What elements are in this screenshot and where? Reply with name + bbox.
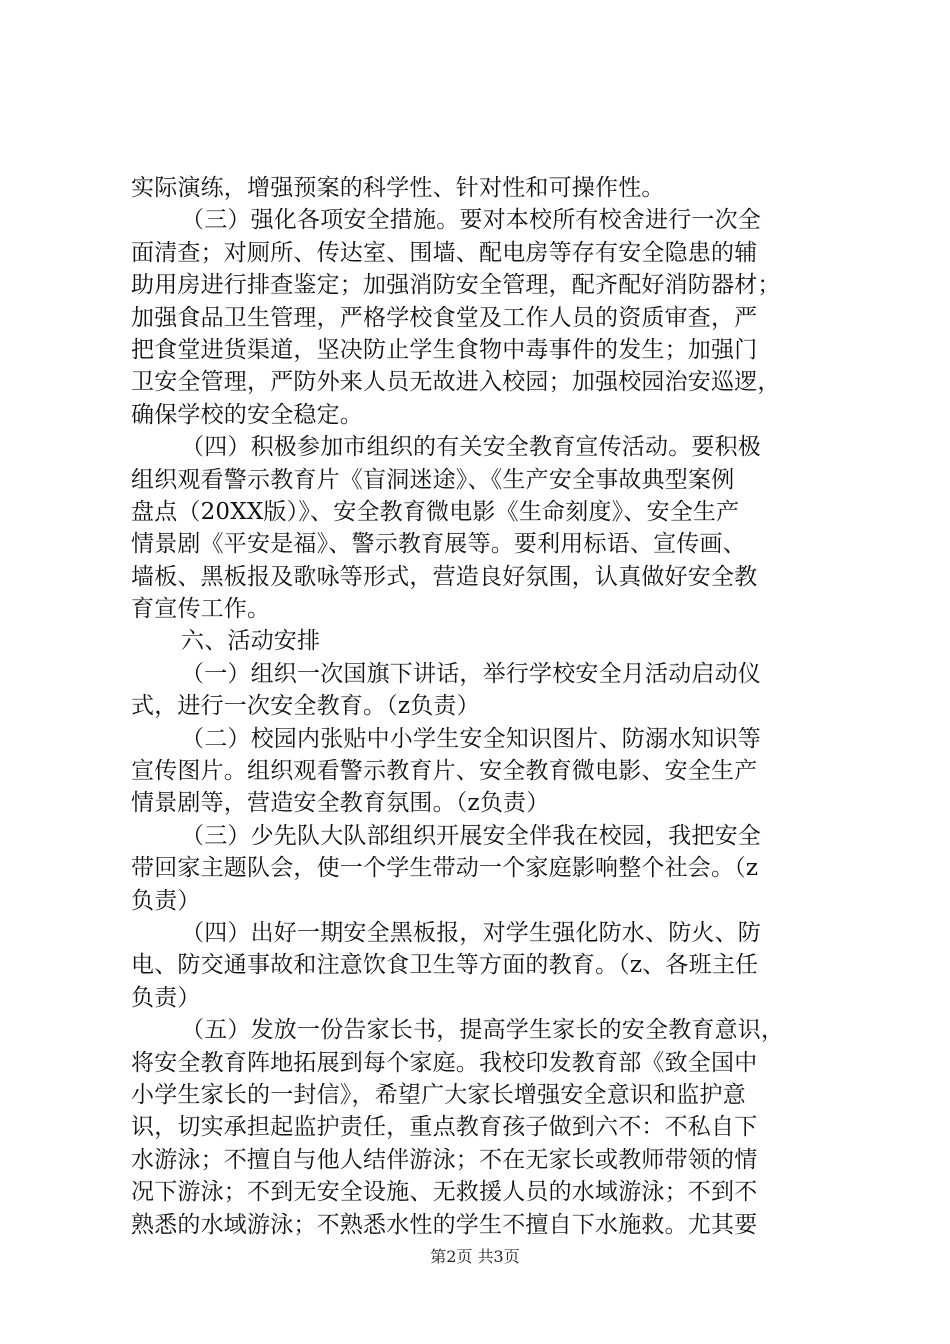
document-body — [131, 172, 825, 1241]
text-line: （二）校园内张贴中小学生安全知识图片、防溺水知识等 — [181, 725, 761, 752]
text-line: 带回家主题队会，使一个学生带动一个家庭影响整个社会。（z — [131, 855, 759, 882]
text-line: 加强食品卫生管理，严格学校食堂及工作人员的资质审查，严 — [131, 304, 758, 331]
text-line: 育宣传工作。 — [131, 596, 271, 623]
text-line: （三）少先队大队部组织开展安全伴我在校园，我把安全 — [181, 822, 761, 849]
text-line: 识，切实承担起监护责任，重点教育孩子做到六不：不私自下 — [131, 1114, 758, 1141]
text-line: 卫安全管理，严防外来人员无故进入校园；加强校园治安巡逻， — [131, 369, 781, 396]
text-line: （五）发放一份告家长书，提高学生家长的安全教育意识， — [181, 1017, 785, 1044]
text-line: 把食堂进货渠道，坚决防止学生食物中毒事件的发生；加强门 — [131, 336, 758, 363]
text-line: 电、防交通事故和注意饮食卫生等方面的教育。（z、各班主任 — [131, 952, 759, 979]
text-line: 盘点（20XX版）》、安全教育微电影《生命刻度》、安全生产 — [131, 498, 740, 525]
text-line: （三）强化各项安全措施。要对本校所有校舍进行一次全 — [181, 207, 761, 234]
text-line: 助用房进行排查鉴定；加强消防安全管理，配齐配好消防器材； — [131, 272, 781, 299]
text-line: 宣传图片。组织观看警示教育片、安全教育微电影、安全生产 — [131, 758, 758, 785]
text-line: 组织观看警示教育片《盲洞迷途》、《生产安全事故典型案例 — [131, 466, 735, 493]
text-line: 况下游泳；不到无安全设施、无救援人员的水域游泳；不到不 — [131, 1179, 758, 1206]
text-line: 负责） — [131, 984, 201, 1011]
text-line: 负责） — [131, 887, 201, 914]
text-line: 水游泳；不擅自与他人结伴游泳；不在无家长或教师带领的情 — [131, 1146, 758, 1173]
text-line: 情景剧等，营造安全教育氛围。（z负责） — [131, 790, 550, 817]
text-line: （四）积极参加市组织的有关安全教育宣传活动。要积极 — [181, 434, 761, 461]
text-line: 熟悉的水域游泳；不熟悉水性的学生不擅自下水施救。尤其要 — [131, 1211, 758, 1238]
text-line: 面清查；对厕所、传达室、围墙、配电房等存有安全隐患的辅 — [131, 239, 758, 266]
section-heading: 六、活动安排 — [181, 628, 321, 655]
text-line: 情景剧《平安是福》、警示教育展等。要利用标语、宣传画、 — [131, 531, 746, 558]
text-line: 式，进行一次安全教育。（z负责） — [131, 693, 480, 720]
text-line: 实际演练，增强预案的科学性、针对性和可操作性。 — [131, 175, 665, 201]
text-line: 墙板、黑板报及歌咏等形式，营造良好氛围，认真做好安全教 — [131, 563, 758, 590]
text-line: 确保学校的安全稳定。 — [131, 401, 363, 428]
text-line: （四）出好一期安全黑板报，对学生强化防水、防火、防 — [181, 919, 761, 946]
text-line: 小学生家长的一封信》，希望广大家长增强安全意识和监护意 — [131, 1081, 746, 1108]
text-line: 将安全教育阵地拓展到每个家庭。我校印发教育部《致全国中 — [131, 1049, 758, 1076]
text-line: （一）组织一次国旗下讲话，举行学校安全月活动启动仪 — [181, 660, 761, 687]
page-number: 第2页 共3页 — [430, 1247, 520, 1266]
